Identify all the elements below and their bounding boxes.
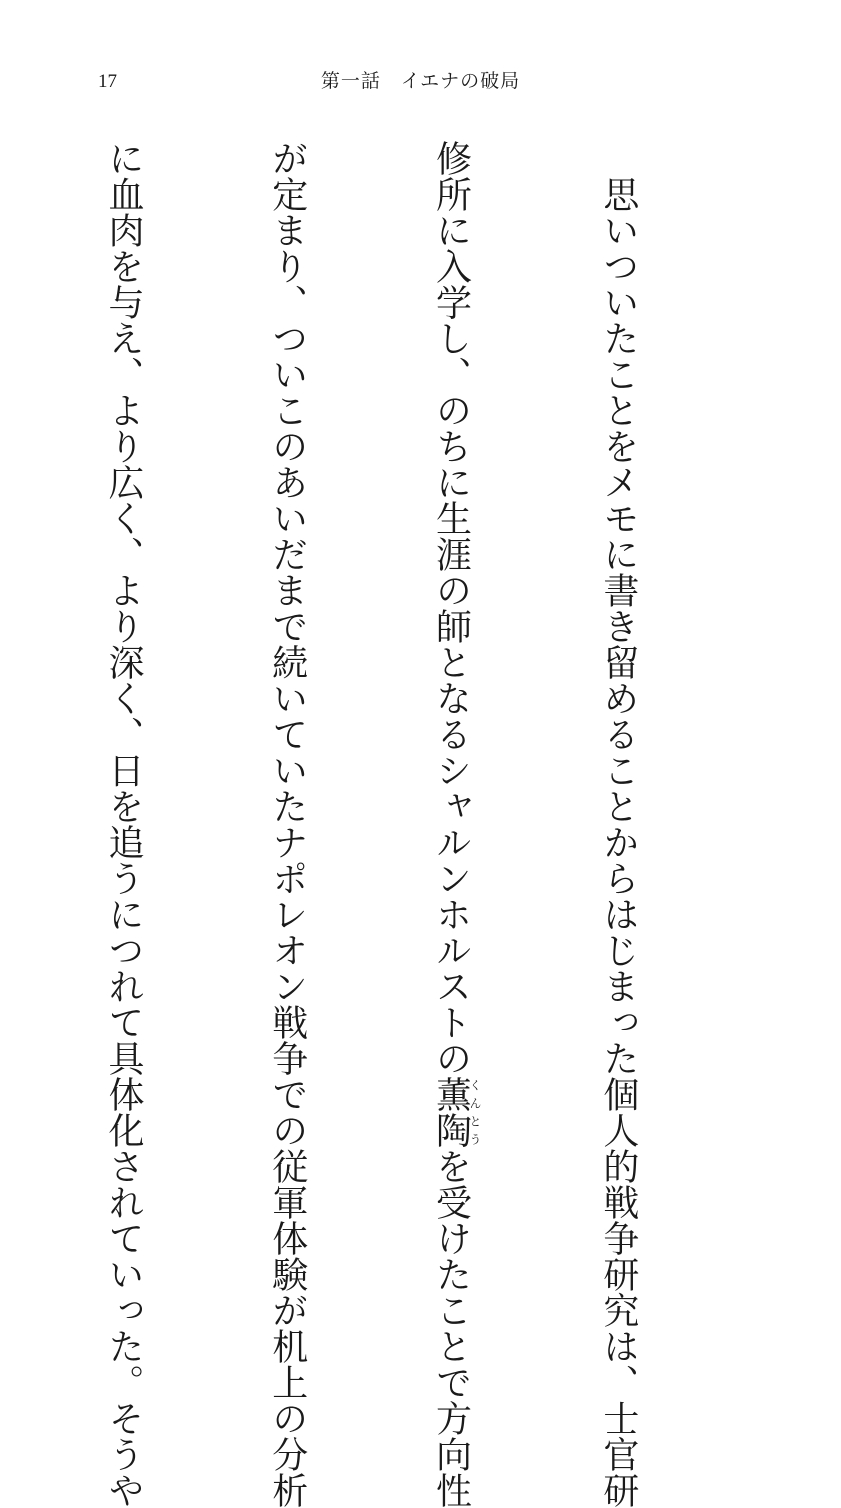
ruby-kuntou: 薫陶くんとう (430, 1076, 483, 1148)
text-line: が定まり、ついこのあいだまで続いていたナポレオン戦争での従軍体験が机上の分析 (266, 140, 308, 1508)
text-line: に血肉を与え、より広く、より深く、日を追うにつれて具体化されていった。そうや (102, 140, 144, 1508)
text-line: 修所に入学し、のちに生涯の師となるシャルンホルストの薫陶くんとうを受けたことで方向性 (430, 140, 483, 1508)
page-number: 17 (98, 71, 117, 92)
text-line: 思いついたことをメモに書き留めることからはじまった個人的戦争研究は、士官研 (597, 140, 639, 1508)
body-text (94, 140, 754, 1508)
running-head: 第一話 イエナの破局 (320, 70, 521, 92)
